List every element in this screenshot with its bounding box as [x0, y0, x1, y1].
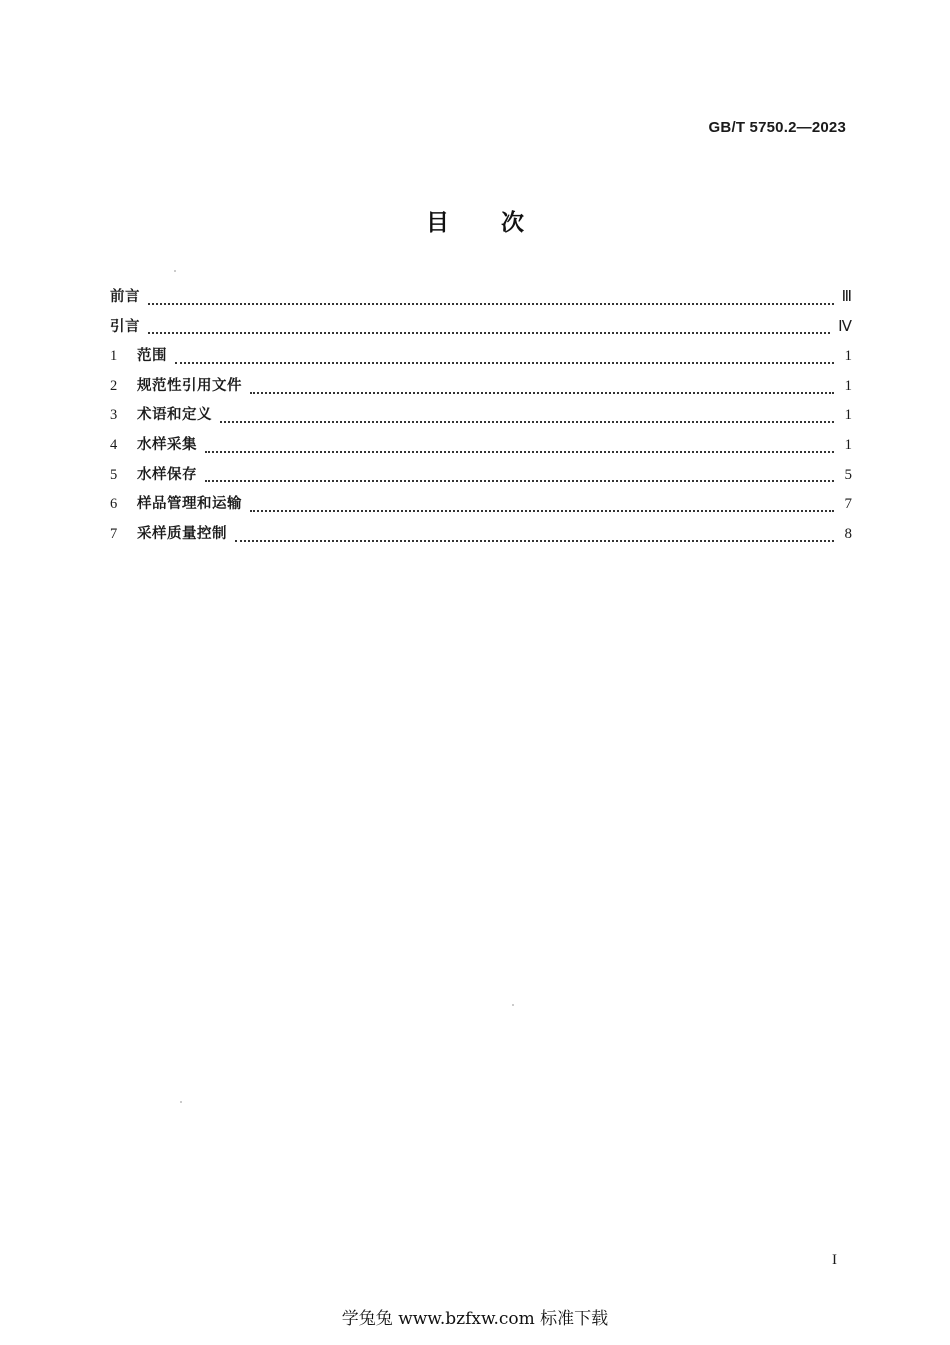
toc-entry-label: 水样采集 — [137, 436, 197, 453]
toc-list — [110, 285, 852, 551]
toc-entry-normative-references[interactable] — [110, 374, 852, 404]
toc-entry-page: 1 — [844, 407, 852, 424]
toc-entry-page: 1 — [844, 377, 852, 394]
toc-entry-sample-preservation[interactable] — [110, 463, 852, 493]
toc-entry-label: 样品管理和运输 — [137, 496, 242, 513]
toc-entry-page: 5 — [844, 466, 852, 483]
toc-leader-dots — [250, 510, 834, 512]
toc-entry-sample-management-transport[interactable] — [110, 492, 852, 522]
toc-entry-preface[interactable] — [110, 285, 852, 315]
toc-entry-number: 2 — [110, 377, 118, 394]
page-number: I — [832, 1252, 837, 1268]
toc-entry-number: 6 — [110, 496, 118, 513]
scan-speck — [180, 1101, 182, 1103]
toc-entry-label: 规范性引用文件 — [137, 377, 242, 394]
toc-leader-dots — [220, 421, 834, 423]
toc-entry-label: 术语和定义 — [137, 407, 212, 424]
toc-leader-dots — [175, 362, 834, 364]
toc-entry-number: 4 — [110, 436, 118, 453]
toc-entry-introduction[interactable] — [110, 315, 852, 345]
toc-leader-dots — [205, 451, 834, 453]
standard-code: GB/T 5750.2—2023 — [708, 119, 846, 136]
toc-entry-page: 1 — [844, 348, 852, 365]
toc-leader-dots — [235, 540, 834, 542]
toc-entry-page: 8 — [844, 525, 852, 542]
toc-entry-terms-definitions[interactable] — [110, 403, 852, 433]
toc-leader-dots — [148, 332, 830, 334]
toc-entry-label: 引言 — [110, 318, 140, 335]
scan-speck — [512, 1004, 514, 1006]
toc-title: 目次 — [426, 210, 576, 236]
toc-entry-number: 7 — [110, 525, 118, 542]
toc-entry-label: 水样保存 — [137, 466, 197, 483]
toc-leader-dots — [205, 480, 834, 482]
scan-speck — [174, 270, 176, 272]
toc-entry-number: 5 — [110, 466, 118, 483]
toc-entry-number: 3 — [110, 407, 118, 424]
toc-entry-label: 前言 — [110, 289, 140, 305]
toc-leader-dots — [148, 303, 834, 305]
toc-entry-page: Ⅳ — [838, 318, 852, 335]
toc-leader-dots — [250, 392, 834, 394]
toc-entry-number: 1 — [110, 348, 118, 365]
toc-entry-water-sampling[interactable] — [110, 433, 852, 463]
toc-entry-label: 采样质量控制 — [137, 525, 227, 542]
toc-entry-page: Ⅲ — [841, 289, 852, 305]
toc-entry-page: 1 — [844, 436, 852, 453]
toc-entry-sampling-quality-control[interactable] — [110, 522, 852, 552]
toc-entry-label: 范围 — [137, 348, 167, 365]
toc-entry-scope[interactable] — [110, 344, 852, 374]
watermark-text: 学兔兔 www.bzfxw.com 标准下载 — [341, 1309, 609, 1329]
toc-entry-page: 7 — [844, 496, 852, 513]
